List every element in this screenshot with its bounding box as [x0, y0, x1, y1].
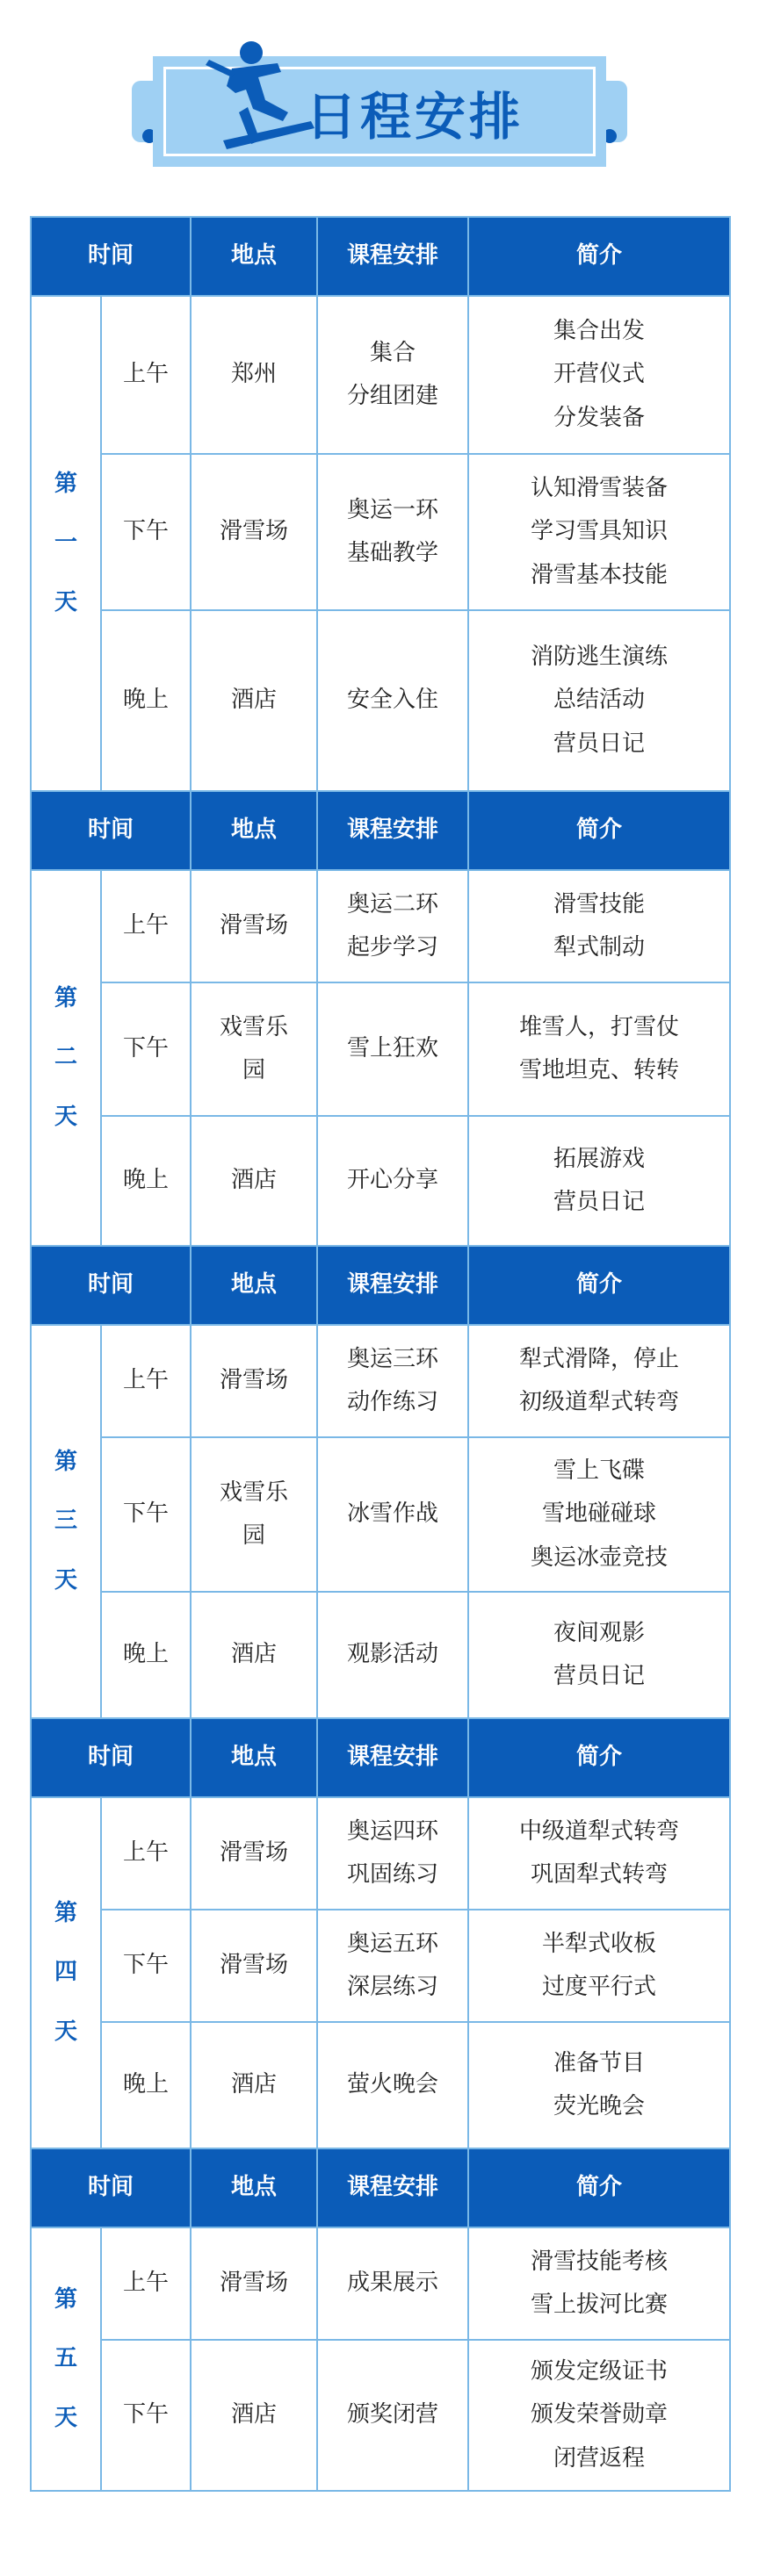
table-row: [31, 2022, 730, 2148]
course-line: 安全入住: [347, 687, 439, 714]
table-row: [31, 1116, 730, 1246]
place-line: 酒店: [231, 1641, 278, 1668]
intro-cell: [468, 610, 730, 791]
intro-line: 开营仪式: [553, 361, 646, 388]
intro-cell: [468, 1325, 730, 1437]
place-cell: [191, 982, 317, 1116]
intro-line: 学习雪具知识: [531, 518, 669, 545]
period-cell: 下午: [101, 1437, 191, 1592]
course-line: 动作练习: [347, 1389, 439, 1415]
day-label-char: 第: [54, 984, 77, 1011]
course-line: 奥运五环: [347, 1930, 439, 1957]
day-label: [31, 296, 101, 791]
period-cell: 下午: [101, 1910, 191, 2022]
course-cell: [317, 1797, 468, 1910]
day-label-char: 天: [54, 2018, 77, 2045]
intro-line: 分发装备: [553, 404, 646, 431]
day-label-char: 一: [54, 529, 77, 557]
header-row: [31, 2148, 730, 2227]
day-label-char: 二: [54, 1044, 77, 1071]
day-label-char: 四: [54, 1959, 77, 1986]
intro-cell: [468, 296, 730, 454]
place-line: 酒店: [231, 1167, 278, 1194]
column-header: 简介: [468, 217, 730, 296]
day-label-char: 天: [54, 2404, 77, 2431]
course-line: 开心分享: [347, 1167, 439, 1194]
table-row: [31, 610, 730, 791]
table-row: [31, 1325, 730, 1437]
course-cell: [317, 454, 468, 610]
course-line: 奥运二环: [347, 890, 439, 917]
column-header: 时间: [31, 1718, 191, 1797]
intro-line: 雪上飞碟: [553, 1457, 646, 1484]
place-line: 滑雪场: [220, 912, 289, 939]
course-cell: [317, 2227, 468, 2340]
column-header: 课程安排: [317, 791, 468, 870]
place-cell: [191, 610, 317, 791]
course-cell: [317, 982, 468, 1116]
intro-cell: [468, 982, 730, 1116]
period-cell: 上午: [101, 870, 191, 982]
intro-line: 滑雪技能: [553, 890, 646, 917]
column-header: 课程安排: [317, 1718, 468, 1797]
table-row: [31, 2227, 730, 2340]
schedule-table: [30, 216, 731, 2492]
column-header: 简介: [468, 1246, 730, 1325]
course-line: 观影活动: [347, 1641, 439, 1668]
intro-line: 闭营返程: [553, 2444, 646, 2472]
intro-line: 荧光晚会: [553, 2093, 646, 2119]
day-label-char: 第: [54, 1448, 77, 1475]
table-row: [31, 1910, 730, 2022]
table-row: [31, 982, 730, 1116]
table-row: [31, 454, 730, 610]
course-line: 基础教学: [347, 540, 439, 566]
table-row: [31, 2340, 730, 2491]
intro-line: 巩固犁式转弯: [531, 1861, 669, 1888]
column-header: 时间: [31, 791, 191, 870]
period-cell: 下午: [101, 982, 191, 1116]
title-banner: [132, 56, 627, 167]
intro-line: 夜间观影: [553, 1619, 646, 1646]
column-header: 地点: [191, 1246, 317, 1325]
intro-line: 半犁式收板: [542, 1930, 657, 1957]
period-cell: 下午: [101, 454, 191, 610]
intro-line: 营员日记: [553, 1189, 646, 1215]
intro-cell: [468, 1116, 730, 1246]
course-line: 奥运四环: [347, 1817, 439, 1845]
place-line: 滑雪场: [220, 1952, 289, 1979]
intro-line: 犁式滑降，停止: [519, 1345, 680, 1372]
period-cell: 下午: [101, 2340, 191, 2491]
column-header: 地点: [191, 791, 317, 870]
intro-line: 总结活动: [553, 687, 646, 714]
course-cell: [317, 870, 468, 982]
place-line: 滑雪场: [220, 1367, 289, 1394]
course-cell: [317, 610, 468, 791]
place-line: 酒店: [231, 687, 278, 714]
intro-cell: [468, 2022, 730, 2148]
intro-line: 营员日记: [553, 730, 646, 757]
intro-line: 雪地碰碰球: [542, 1500, 657, 1528]
day-label-char: 第: [54, 1899, 77, 1926]
course-line: 分组团建: [347, 383, 439, 409]
place-line: 酒店: [231, 2401, 278, 2428]
intro-line: 颁发定级证书: [531, 2357, 669, 2385]
course-line: 深层练习: [347, 1974, 439, 2000]
day-label-char: 第: [54, 470, 77, 497]
intro-line: 集合出发: [553, 317, 646, 344]
course-line: 巩固练习: [347, 1861, 439, 1888]
intro-cell: [468, 454, 730, 610]
intro-cell: [468, 2227, 730, 2340]
place-cell: [191, 2227, 317, 2340]
place-cell: [191, 870, 317, 982]
column-header: 地点: [191, 217, 317, 296]
place-line: 酒店: [231, 2071, 278, 2098]
intro-line: 奥运冰壶竞技: [531, 1543, 669, 1571]
column-header: 地点: [191, 1718, 317, 1797]
intro-line: 犁式制动: [553, 934, 646, 961]
column-header: 简介: [468, 791, 730, 870]
place-line: 滑雪场: [220, 518, 289, 545]
period-cell: 晚上: [101, 1116, 191, 1246]
course-line: 奥运一环: [347, 496, 439, 523]
course-cell: [317, 2340, 468, 2491]
intro-cell: [468, 2340, 730, 2491]
place-line: 滑雪场: [220, 1839, 289, 1867]
period-cell: 上午: [101, 1325, 191, 1437]
header-row: [31, 1246, 730, 1325]
column-header: 课程安排: [317, 1246, 468, 1325]
course-cell: [317, 2022, 468, 2148]
column-header: 课程安排: [317, 217, 468, 296]
day-label: [31, 1797, 101, 2148]
course-cell: [317, 1325, 468, 1437]
course-cell: [317, 1910, 468, 2022]
place-cell: [191, 1592, 317, 1718]
place-cell: [191, 1325, 317, 1437]
column-header: 时间: [31, 217, 191, 296]
course-cell: [317, 1116, 468, 1246]
place-cell: [191, 2022, 317, 2148]
period-cell: 上午: [101, 296, 191, 454]
column-header: 简介: [468, 2148, 730, 2227]
column-header: 课程安排: [317, 2148, 468, 2227]
period-cell: 上午: [101, 2227, 191, 2340]
place-cell: [191, 454, 317, 610]
intro-line: 拓展游戏: [553, 1145, 646, 1172]
intro-line: 认知滑雪装备: [531, 474, 669, 501]
place-line: 戏雪乐: [220, 1479, 289, 1506]
course-line: 雪上狂欢: [347, 1035, 439, 1062]
day-label-char: 天: [54, 1566, 77, 1594]
course-cell: [317, 1437, 468, 1592]
page-title: 日程安排: [306, 87, 524, 147]
column-header: 地点: [191, 2148, 317, 2227]
place-cell: [191, 1437, 317, 1592]
day-label-char: 五: [54, 2345, 77, 2372]
period-cell: 晚上: [101, 1592, 191, 1718]
place-line: 戏雪乐: [220, 1013, 289, 1040]
place-cell: [191, 1797, 317, 1910]
intro-cell: [468, 1797, 730, 1910]
day-label-char: 三: [54, 1507, 77, 1535]
intro-line: 初级道犁式转弯: [519, 1389, 680, 1415]
intro-cell: [468, 1592, 730, 1718]
header-row: [31, 1718, 730, 1797]
header-row: [31, 217, 730, 296]
place-cell: [191, 2340, 317, 2491]
period-cell: 上午: [101, 1797, 191, 1910]
skier-icon: [197, 37, 320, 160]
course-line: 起步学习: [347, 934, 439, 961]
course-line: 集合: [370, 339, 416, 366]
course-line: 颁奖闭营: [347, 2401, 439, 2428]
intro-line: 过度平行式: [542, 1974, 657, 2000]
place-line: 园: [242, 1057, 266, 1083]
day-label-char: 天: [54, 588, 77, 615]
course-line: 奥运三环: [347, 1345, 439, 1372]
day-label: [31, 870, 101, 1246]
course-line: 成果展示: [347, 2270, 439, 2297]
place-line: 滑雪场: [220, 2270, 289, 2297]
intro-line: 颁发荣誉勋章: [531, 2401, 669, 2428]
day-label-char: 第: [54, 2285, 77, 2313]
intro-line: 中级道犁式转弯: [519, 1817, 680, 1845]
table-row: [31, 1797, 730, 1910]
period-cell: 晚上: [101, 2022, 191, 2148]
column-header: 简介: [468, 1718, 730, 1797]
day-label: [31, 1325, 101, 1718]
course-cell: [317, 296, 468, 454]
intro-line: 滑雪基本技能: [531, 561, 669, 588]
day-label: [31, 2227, 101, 2491]
intro-line: 营员日记: [553, 1663, 646, 1689]
intro-cell: [468, 870, 730, 982]
column-header: 时间: [31, 1246, 191, 1325]
intro-cell: [468, 1910, 730, 2022]
place-line: 郑州: [231, 361, 278, 388]
table-row: [31, 1592, 730, 1718]
column-header: 时间: [31, 2148, 191, 2227]
place-line: 园: [242, 1522, 266, 1549]
course-cell: [317, 1592, 468, 1718]
course-line: 萤火晚会: [347, 2071, 439, 2098]
table-row: [31, 1437, 730, 1592]
place-cell: [191, 1116, 317, 1246]
period-cell: 晚上: [101, 610, 191, 791]
place-cell: [191, 296, 317, 454]
place-cell: [191, 1910, 317, 2022]
intro-line: 雪地坦克、转转: [519, 1057, 680, 1083]
table-row: [31, 296, 730, 454]
intro-line: 滑雪技能考核: [531, 2248, 669, 2275]
day-label-char: 天: [54, 1103, 77, 1130]
intro-line: 消防逃生演练: [531, 643, 669, 670]
course-line: 冰雪作战: [347, 1500, 439, 1528]
intro-line: 雪上拔河比赛: [531, 2292, 669, 2318]
header-row: [31, 791, 730, 870]
intro-line: 堆雪人，打雪仗: [519, 1013, 680, 1040]
intro-line: 准备节目: [553, 2049, 646, 2076]
intro-cell: [468, 1437, 730, 1592]
table-row: [31, 870, 730, 982]
